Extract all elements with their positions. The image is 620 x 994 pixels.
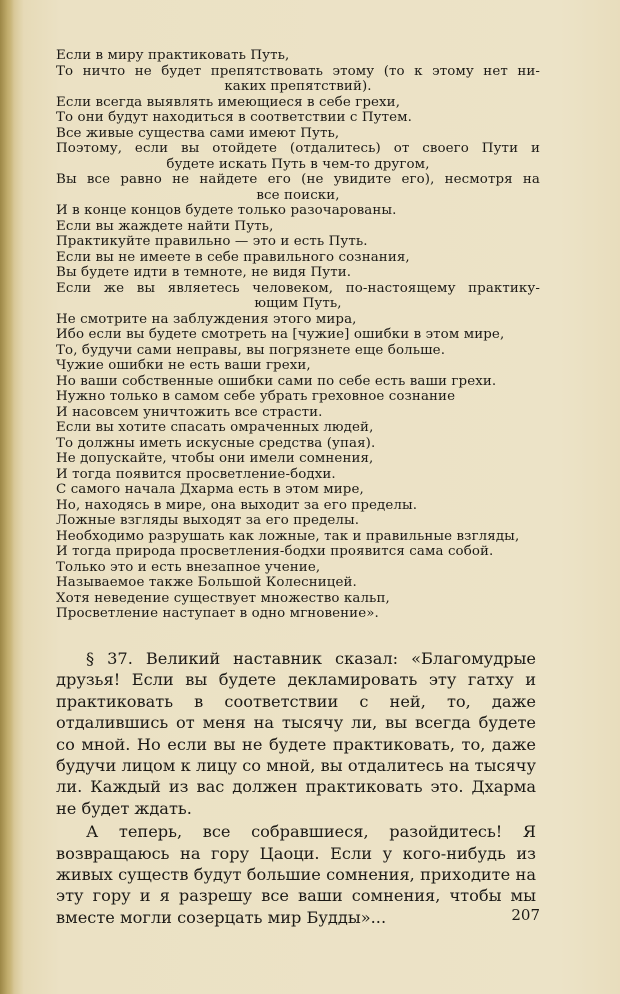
verse-line: Практикуйте правильно — это и есть Путь.	[56, 234, 368, 249]
prose-block	[56, 648, 536, 928]
verse-line: Вы все равно не найдете его (не увидите его), несмотря на	[56, 172, 540, 187]
verse-line: Если вы не имеете в себе правильного сознания,	[56, 249, 410, 265]
verse-line: Необходимо разрушать как ложные, так и правильные взгляды,	[56, 528, 520, 544]
verse-line: Если же вы являетесь человеком, по-настоящему практику-	[56, 280, 540, 296]
verse-line: Называемое также Большой Колесницей.	[56, 575, 357, 590]
verse-line: Вы будете идти в темноте, не видя Пути.	[56, 265, 352, 280]
verse-line: То должны иметь искусные средства (упая).	[56, 435, 376, 451]
verse-line: Если вы хотите спасать омраченных людей,	[56, 420, 374, 435]
verse-line: Не смотрите на заблуждения этого мира,	[56, 311, 357, 327]
verse-line: Если всегда выявлять имеющиеся в себе грехи,	[56, 94, 401, 110]
prose-paragraph-1: § 37. Великий наставник сказал: «Благомудрые друзья! Если вы будете декламировать эту гатху и практиковать в соответствии с ней, то, даже отдалившись от меня на тысячу ли, вы всегда будете со мной. Но если вы не будете практиковать, то, даже будучи лицом к лицу со мной, вы отдалитесь на тысячу ли. Каждый из вас должен практиковать это. Дхарма не будет ждать.	[56, 649, 536, 818]
verse-line: все поиски,	[256, 187, 340, 203]
verse-line: И тогда появится просветление-бодхи.	[56, 466, 336, 482]
verse-line: Ибо если вы будете смотреть на [чужие] ошибки в этом мире,	[56, 327, 505, 342]
verse-line: Хотя неведение существует множество кальп,	[56, 590, 390, 606]
page-number: 207	[511, 906, 540, 924]
verse-line: Просветление наступает в одно мгновение».	[56, 606, 379, 621]
page-spine-shadow	[0, 0, 14, 994]
verse-line: То ничто не будет препятствовать этому (то к этому нет ни-	[56, 63, 540, 79]
verse-block	[56, 48, 540, 622]
verse-line: И насовсем уничтожить все страсти.	[56, 404, 323, 420]
verse-line: Поэтому, если вы отойдете (отдалитесь) от своего Пути и	[56, 141, 540, 156]
verse-line: И в конце концов будете только разочарованы.	[56, 203, 397, 218]
verse-line: Если вы жаждете найти Путь,	[56, 218, 274, 234]
verse-line: Но ваши собственные ошибки сами по себе есть ваши грехи.	[56, 373, 497, 389]
verse-line: Чужие ошибки не есть ваши грехи,	[56, 358, 311, 373]
verse-line: Но, находясь в мире, она выходит за его пределы.	[56, 497, 418, 513]
verse-line: каких препятствий).	[224, 79, 372, 94]
verse-line: Нужно только в самом себе убрать греховное сознание	[56, 389, 456, 404]
verse-line: Если в миру практиковать Путь,	[56, 48, 290, 63]
verse-line: То, будучи сами неправы, вы погрязнете еще больше.	[56, 342, 446, 358]
verse-line: Все живые существа сами имеют Путь,	[56, 125, 340, 141]
verse-line: будете искать Путь в чем-то другом,	[166, 156, 430, 172]
verse-line: С самого начала Дхарма есть в этом мире,	[56, 482, 364, 497]
verse-line: Ложные взгляды выходят за его пределы.	[56, 513, 360, 528]
verse-line: Не допускайте, чтобы они имели сомнения,	[56, 451, 374, 466]
verse-line: И тогда природа просветления-бодхи проявится сама собой.	[56, 544, 494, 559]
verse-line: То они будут находиться в соответствии с Путем.	[56, 110, 413, 125]
prose-paragraph-2: А теперь, все собравшиеся, разойдитесь! Я возвращаюсь на гору Цаоци. Если у кого-нибудь из живых существ будут большие сомнения, приходите на эту гору и я разрешу все ваши сомнения, чтобы мы вместе могли созерцать мир Будды»...	[56, 822, 536, 927]
verse-line: ющим Путь,	[254, 296, 342, 311]
verse-line: Только это и есть внезапное учение,	[56, 559, 321, 575]
